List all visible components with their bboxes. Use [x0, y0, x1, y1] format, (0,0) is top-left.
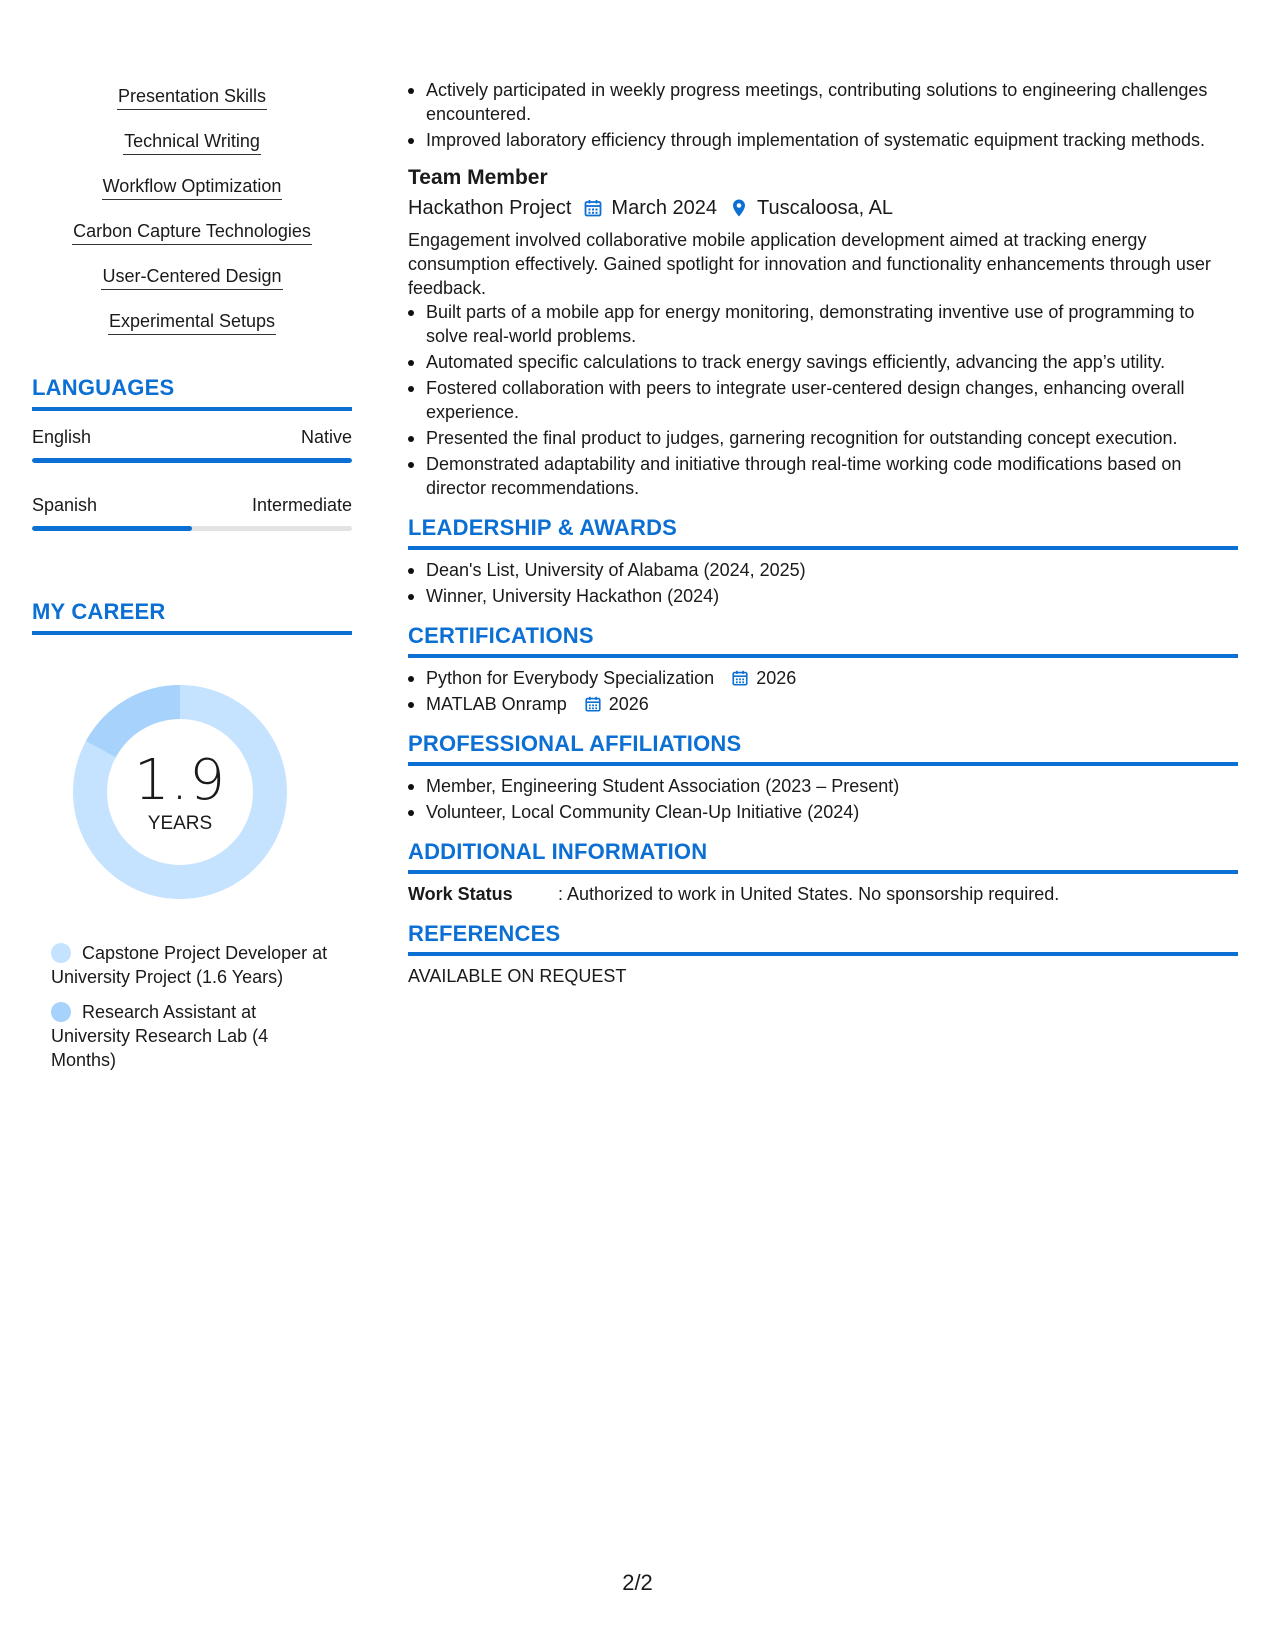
bullet-item: Built parts of a mobile app for energy monitoring, demonstrating inventive use of programming to solve real-world problems.	[408, 300, 1238, 348]
job-meta	[408, 194, 1238, 222]
career-total-years: 1.9	[133, 748, 227, 813]
legend-dot	[51, 943, 71, 963]
language-name: English	[32, 427, 92, 447]
leadership-heading: LEADERSHIP & AWARDS	[408, 514, 1238, 550]
bullet-item: Fostered collaboration with peers to integrate user-centered design changes, enhancing overall experience.	[408, 376, 1238, 424]
certification-item	[408, 692, 1238, 716]
affiliations-list	[408, 774, 1238, 824]
calendar-icon	[584, 695, 602, 713]
certification-year: 2026	[608, 694, 649, 714]
career-years-unit: YEARS	[147, 813, 213, 834]
certifications-list	[408, 666, 1238, 716]
bullet-item: Dean's List, University of Alabama (2024, 2025)	[408, 558, 1238, 582]
references-heading: REFERENCES	[408, 920, 1238, 956]
work-status-value: : Authorized to work in United States. No sponsorship required.	[558, 884, 1060, 904]
skill-item: User-Centered Design	[32, 264, 352, 290]
career-donut-chart	[67, 679, 293, 905]
job-description: Engagement involved collaborative mobile application development aimed at tracking energy consumption effectively. Gained spotlight for innovation and functionality enhancements through user feedback.	[408, 230, 1211, 298]
calendar-icon	[583, 198, 603, 218]
previous-job-bullets	[408, 78, 1238, 152]
donut-segment	[101, 702, 180, 749]
calendar-icon	[731, 669, 749, 687]
work-status-row	[408, 882, 1238, 906]
job-company: Hackathon Project	[408, 197, 572, 219]
career-heading: MY CAREER	[32, 599, 352, 635]
language-proficiency-bar	[32, 458, 352, 463]
language-proficiency-fill	[32, 458, 352, 463]
career-legend-item: Capstone Project Developer at University Project (1.6 Years)	[51, 943, 328, 987]
certification-name: Python for Everybody Specialization	[426, 668, 715, 688]
bullet-item: Presented the final product to judges, garnering recognition for outstanding concept execution.	[408, 426, 1238, 450]
bullet-item: Volunteer, Local Community Clean-Up Initiative (2024)	[408, 800, 1238, 824]
work-status-label: Work Status	[408, 884, 513, 904]
sidebar	[32, 84, 352, 1083]
language-proficiency-bar	[32, 526, 352, 531]
job-location: Tuscaloosa, AL	[757, 197, 894, 219]
bullet-item: Member, Engineering Student Association (2023 – Present)	[408, 774, 1238, 798]
language-english	[32, 425, 352, 463]
bullet-item: Actively participated in weekly progress meetings, contributing solutions to engineering challenges encountered.	[408, 78, 1238, 126]
language-level: Native	[300, 427, 352, 447]
languages-heading: LANGUAGES	[32, 375, 352, 411]
job-title: Team Member	[408, 166, 548, 189]
skill-item: Presentation Skills	[32, 84, 352, 110]
affiliations-heading: PROFESSIONAL AFFILIATIONS	[408, 730, 1238, 766]
language-level: Intermediate	[251, 495, 352, 515]
skill-item: Experimental Setups	[32, 309, 352, 335]
certification-item	[408, 666, 1238, 690]
skill-item: Technical Writing	[32, 129, 352, 155]
career-legend-item: Research Assistant at University Research Lab (4 Months)	[51, 1002, 269, 1070]
skill-item: Workflow Optimization	[32, 174, 352, 200]
certification-year: 2026	[756, 668, 797, 688]
location-pin-icon	[729, 198, 749, 218]
job-date: March 2024	[611, 197, 718, 219]
page-number: 2/2	[622, 1570, 653, 1595]
additional-info-heading: ADDITIONAL INFORMATION	[408, 838, 1238, 874]
skill-item: Carbon Capture Technologies	[32, 219, 352, 245]
certifications-heading: CERTIFICATIONS	[408, 622, 1238, 658]
bullet-item: Improved laboratory efficiency through implementation of systematic equipment tracking methods.	[408, 128, 1238, 152]
bullet-item: Demonstrated adaptability and initiative through real-time working code modifications based on director recommendations.	[408, 452, 1238, 500]
job-bullets	[408, 300, 1238, 500]
career-legend	[51, 941, 336, 1072]
language-spanish	[32, 493, 352, 531]
references-text: AVAILABLE ON REQUEST	[408, 966, 627, 986]
language-name: Spanish	[32, 495, 98, 515]
leadership-list	[408, 558, 1238, 608]
main-content	[408, 78, 1238, 988]
bullet-item: Winner, University Hackathon (2024)	[408, 584, 1238, 608]
bullet-item: Automated specific calculations to track energy savings efficiently, advancing the app’s utility.	[408, 350, 1238, 374]
language-proficiency-fill	[32, 526, 192, 531]
certification-name: MATLAB Onramp	[426, 694, 567, 714]
legend-dot	[51, 1002, 71, 1022]
skills-list	[32, 84, 352, 335]
